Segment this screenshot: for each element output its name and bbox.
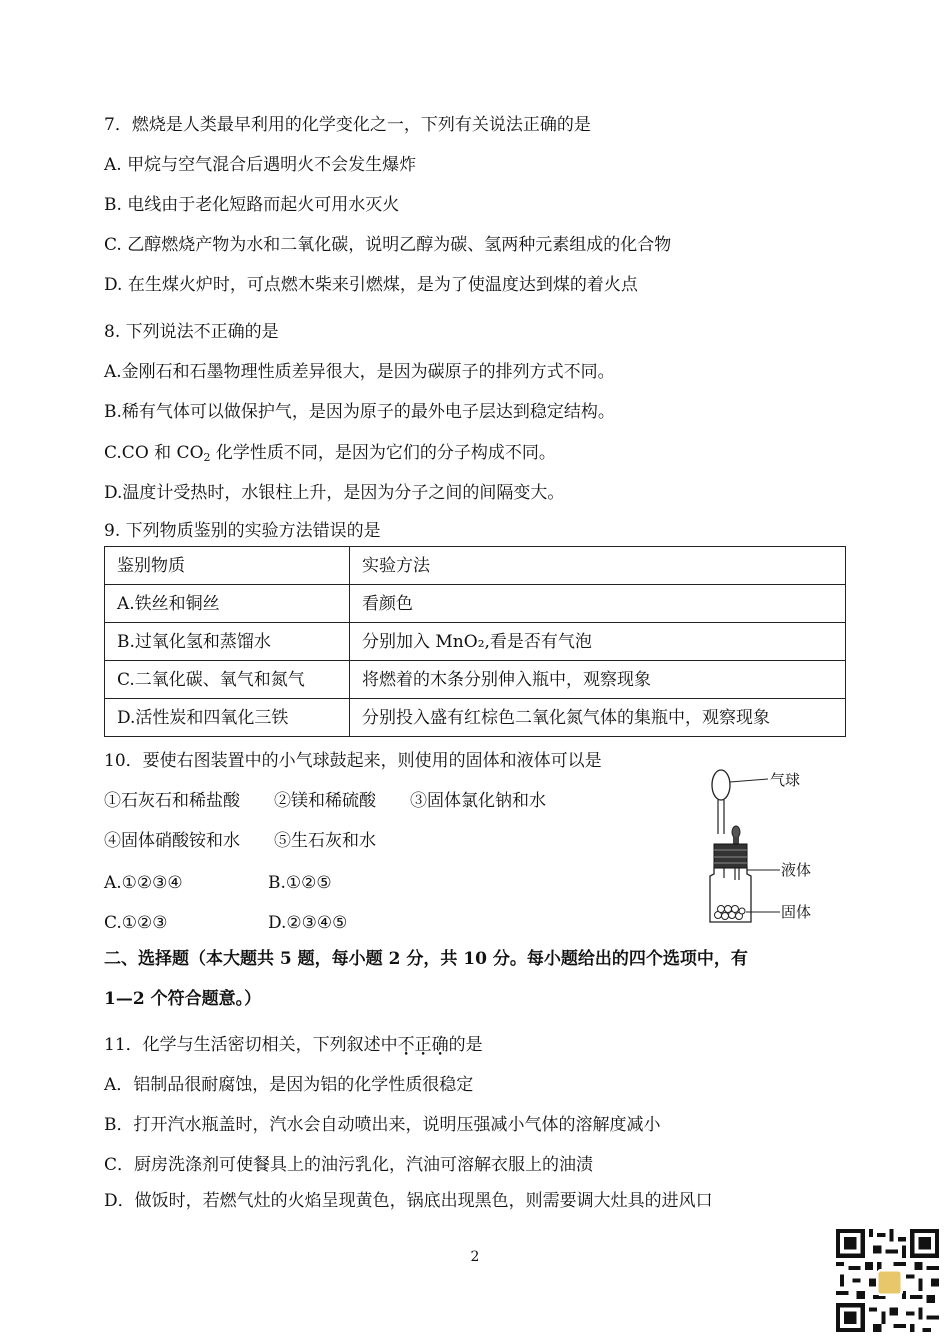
q10-option-b: B.①②⑤ — [268, 873, 332, 893]
q11-emphasis-char: 正 — [414, 1035, 432, 1055]
q11-option-b: B．打开汽水瓶盖时，汽水会自动喷出来，说明压强减小气体的溶解度减小 — [104, 1115, 661, 1135]
table-cell: 分别加入 MnO₂,看是否有气泡 — [350, 623, 846, 661]
table-cell: 分别投入盛有红棕色二氧化氮气体的集瓶中，观察现象 — [350, 699, 846, 737]
q7-option-b: B. 电线由于老化短路而起火可用水灭火 — [104, 195, 400, 215]
q10-option-a: A.①②③④ — [104, 873, 183, 893]
q10-choices-line2: ④固体硝酸铵和水 ⑤生石灰和水 — [104, 831, 376, 851]
q11-emphasis-char: 不 — [397, 1035, 415, 1055]
q8-option-c-post: 化学性质不同，是因为它们的分子构成不同。 — [210, 443, 556, 463]
liquid-label: 液体 — [781, 861, 812, 879]
table-header-row — [105, 547, 846, 585]
q10-option-c: C.①②③ — [104, 913, 168, 933]
apparatus-figure — [690, 762, 830, 930]
table-cell: C.二氧化碳、氧气和氮气 — [105, 661, 350, 699]
section2-heading-line1: 二、选择题（本大题共 5 题，每小题 2 分，共 10 分。每小题给出的四个选项中，有 — [104, 949, 748, 969]
table-header-cell: 实验方法 — [350, 547, 846, 585]
q11-option-d: D．做饭时，若燃气灶的火焰呈现黄色，锅底出现黑色，则需要调大灶具的进风口 — [104, 1191, 713, 1211]
table-row — [105, 585, 846, 623]
table-row — [105, 623, 846, 661]
q11-option-a: A．铝制品很耐腐蚀，是因为铝的化学性质很稳定 — [104, 1075, 474, 1095]
q8-option-d: D.温度计受热时，水银柱上升，是因为分子之间的间隔变大。 — [104, 483, 565, 503]
table-row — [105, 699, 846, 737]
apparatus-drawing — [690, 762, 830, 930]
q7-option-c: C. 乙醇燃烧产物为水和二氧化碳，说明乙醇为碳、氢两种元素组成的化合物 — [104, 235, 672, 255]
q10-stem: 10．要使右图装置中的小气球鼓起来，则使用的固体和液体可以是 — [104, 751, 602, 771]
table-cell: B.过氧化氢和蒸馏水 — [105, 623, 350, 661]
solid-pieces — [715, 906, 746, 920]
q10-option-d: D.②③④⑤ — [268, 913, 348, 933]
q9-table — [104, 546, 846, 737]
q11-option-c: C．厨房洗涤剂可使餐具上的油污乳化，汽油可溶解衣服上的油渍 — [104, 1155, 594, 1175]
table-cell: A.铁丝和铜丝 — [105, 585, 350, 623]
q8-option-c-pre: C.CO 和 CO — [104, 443, 204, 463]
page-number: 2 — [470, 1249, 480, 1265]
section2-heading-line2: 1—2 个符合题意。） — [104, 989, 262, 1009]
table-cell: 将燃着的木条分别伸入瓶中，观察现象 — [350, 661, 846, 699]
q7-option-a: A. 甲烷与空气混合后遇明火不会发生爆炸 — [104, 155, 417, 175]
q7-stem: 7．燃烧是人类最早利用的化学变化之一，下列有关说法正确的是 — [104, 115, 591, 135]
q8-option-b: B.稀有气体可以做保护气，是因为原子的最外电子层达到稳定结构。 — [104, 402, 615, 422]
q7-option-d: D. 在生煤火炉时，可点燃木柴来引燃煤，是为了使温度达到煤的着火点 — [104, 275, 638, 295]
q8-option-c-subscript: 2 — [203, 451, 211, 464]
stopper — [714, 844, 747, 868]
qr-code-icon — [836, 1229, 939, 1332]
balloon-label: 气球 — [770, 771, 801, 789]
q11-stem — [104, 1033, 483, 1057]
q10-choices-line1: ①石灰石和稀盐酸 ②镁和稀硫酸 ③固体氯化钠和水 — [104, 791, 546, 811]
solid-label: 固体 — [781, 903, 812, 921]
balloon-shape — [712, 770, 730, 800]
q11-stem-post: 的是 — [448, 1035, 483, 1055]
table-cell: D.活性炭和四氧化三铁 — [105, 699, 350, 737]
q8-option-a: A.金刚石和石墨物理性质差异很大，是因为碳原子的排列方式不同。 — [104, 362, 615, 382]
q8-stem: 8. 下列说法不正确的是 — [104, 322, 279, 342]
dropper-bulb — [732, 826, 740, 838]
q11-emphasis-char: 确 — [431, 1035, 449, 1055]
table-header-cell: 鉴别物质 — [105, 547, 350, 585]
table-cell: 看颜色 — [350, 585, 846, 623]
q11-stem-pre: 11．化学与生活密切相关，下列叙述中 — [104, 1035, 398, 1055]
balloon-pointer — [730, 779, 768, 782]
q9-stem: 9. 下列物质鉴别的实验方法错误的是 — [104, 521, 381, 541]
q8-option-c — [104, 441, 556, 470]
table-row — [105, 661, 846, 699]
